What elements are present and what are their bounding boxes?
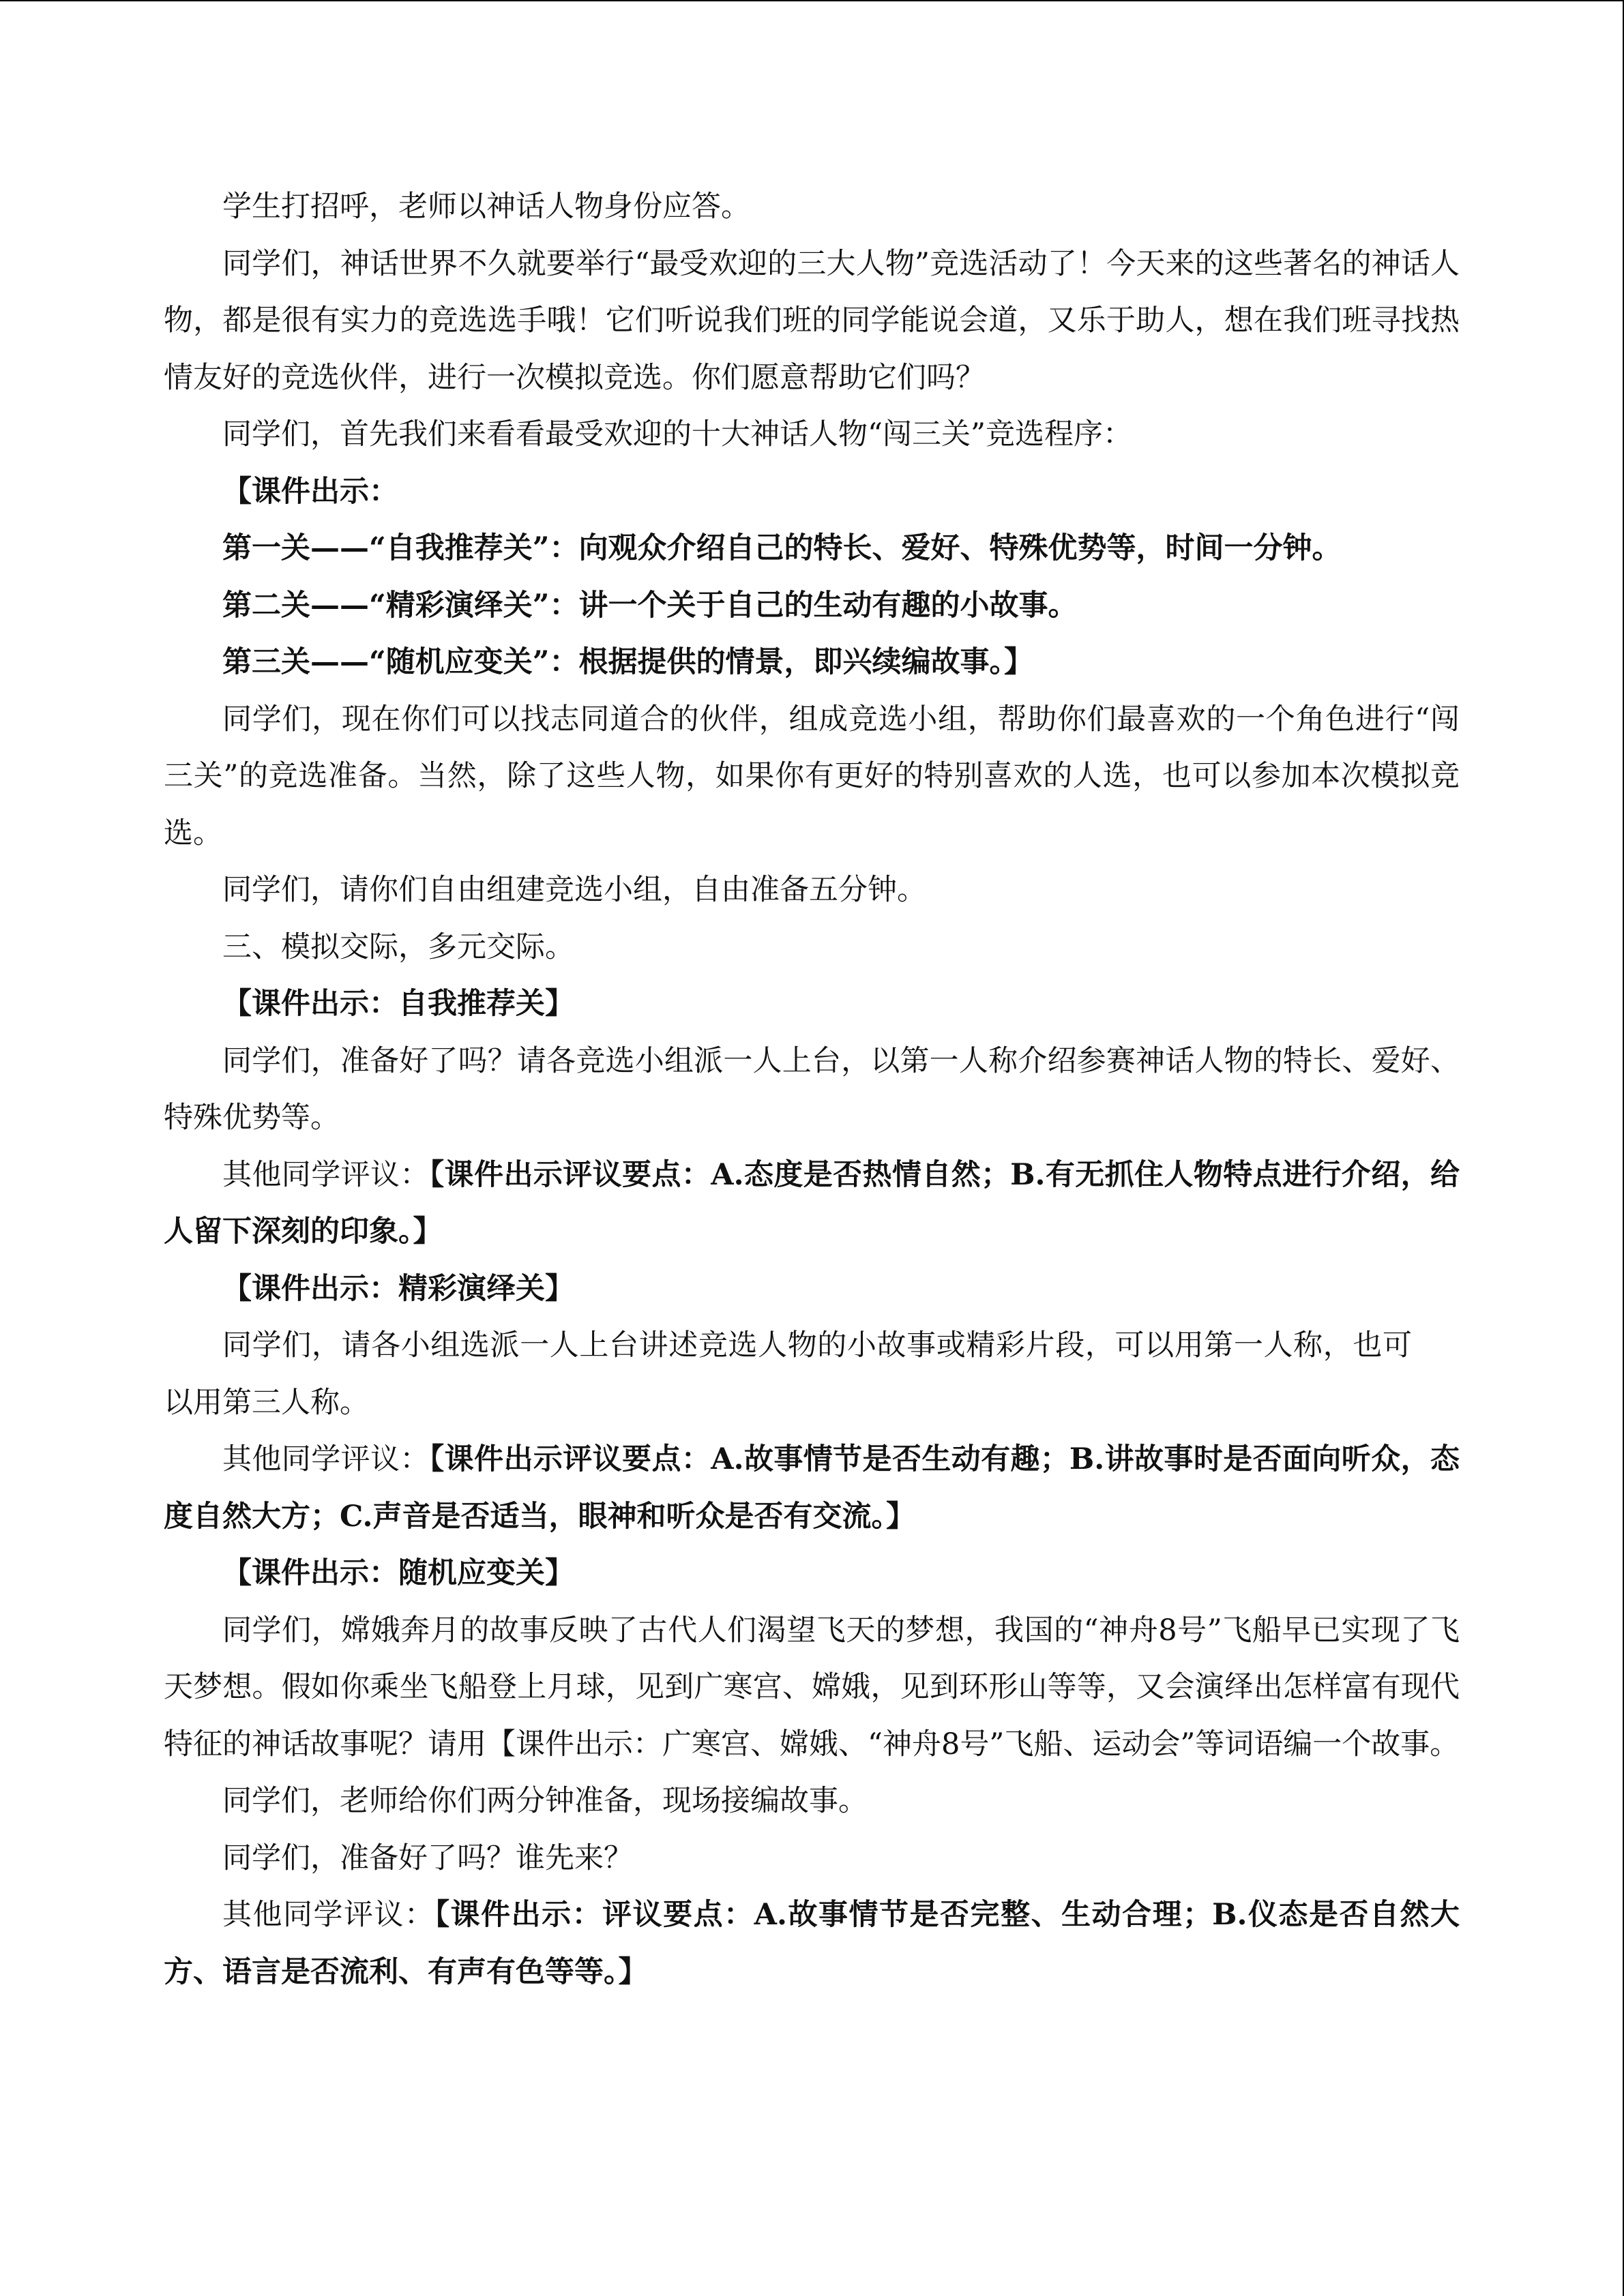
paragraph-text: 第二关——“精彩演绎关”：讲一个关于自己的生动有趣的小故事。 (222, 588, 1078, 623)
paragraph-evaluation (164, 1431, 1460, 1545)
paragraph-bold-text: 【课件出示评议要点：A.故事情节是否生动有趣；B.讲故事时是否面向听众，态度自然大方；C.声音是否适当，眼神和听众是否有交流。】 (164, 1442, 1460, 1534)
paragraph (164, 1602, 1460, 1774)
paragraph-text: 【课件出示：随机应变关】 (222, 1556, 574, 1590)
paragraph-text: 其他同学评议： (222, 1157, 430, 1192)
section-heading (164, 919, 1460, 976)
paragraph (164, 1773, 1460, 1830)
paragraph-text: 同学们，准备好了吗？请各竞选小组派一人上台，以第一人称介绍参赛神话人物的特长、爱好、特殊优势等。 (164, 1043, 1460, 1135)
paragraph-courseware-self-recommend (164, 976, 1460, 1033)
paragraph-text: 学生打招呼，老师以神话人物身份应答。 (222, 190, 750, 224)
paragraph-text: 同学们，请各小组选派一人上台讲述竞选人物的小故事或精彩片段，可以用第一人称，也可以用第三人称。 (164, 1328, 1412, 1420)
document-body (164, 179, 1460, 2001)
paragraph-text: 同学们，首先我们来看看最受欢迎的十大神话人物“闯三关”竞选程序： (222, 417, 1132, 451)
paragraph (164, 179, 1460, 236)
paragraph (164, 236, 1460, 407)
paragraph-level-two (164, 578, 1460, 635)
paragraph-text: 【课件出示：自我推荐关】 (222, 987, 574, 1021)
paragraph-evaluation (164, 1887, 1460, 2001)
paragraph-level-three (164, 634, 1460, 691)
paragraph (164, 862, 1460, 919)
paragraph-bold-text: 【课件出示：评议要点：A.故事情节是否完整、生动合理；B.仪态是否自然大方、语言是否流利、有声有色等等。】 (164, 1898, 1460, 1989)
paragraph-text: 同学们，老师给你们两分钟准备，现场接编故事。 (222, 1784, 868, 1818)
paragraph-text: 第一关——“自我推荐关”：向观众介绍自己的特长、爱好、特殊优势等，时间一分钟。 (222, 531, 1342, 565)
paragraph-text: 第三关——“随机应变关”：根据提供的情景，即兴续编故事。】 (222, 645, 1033, 679)
paragraph-text: 同学们，准备好了吗？谁先来？ (222, 1840, 633, 1875)
paragraph-text: 其他同学评议： (222, 1898, 435, 1932)
paragraph-bold-text: 【课件出示评议要点：A.态度是否热情自然；B.有无抓住人物特点进行介绍，给人留下深刻的印象。】 (164, 1157, 1460, 1249)
paragraph (164, 691, 1460, 863)
paragraph-text: 【课件出示： (222, 474, 398, 509)
paragraph-text: 【课件出示：精彩演绎关】 (222, 1271, 574, 1306)
paragraph-level-one (164, 520, 1460, 578)
paragraph-text: 其他同学评议： (222, 1442, 430, 1476)
paragraph (164, 406, 1460, 464)
paragraph-text: 同学们，现在你们可以找志同道合的伙伴，组成竞选小组，帮助你们最喜欢的一个角色进行“闯三关”的竞选准备。当然，除了这些人物，如果你有更好的特别喜欢的人选，也可以参加本次模拟竞选。 (164, 702, 1460, 850)
paragraph-text: 三、模拟交际，多元交际。 (222, 929, 574, 964)
paragraph (164, 1033, 1460, 1147)
paragraph (164, 1830, 1460, 1888)
paragraph-text: 同学们，嫦娥奔月的故事反映了古代人们渴望飞天的梦想，我国的“神舟8号”飞船早已实现了飞天梦想。假如你乘坐飞船登上月球，见到广寒宫、嫦娥，见到环形山等等，又会演绎出怎样富有现代特征的神话故事呢？请用【课件出示：广寒宫、嫦娥、“神舟8号”飞船、运动会”等词语编一个故事。 (164, 1613, 1460, 1761)
paragraph-courseware-adapt (164, 1545, 1460, 1602)
paragraph-courseware-performance (164, 1261, 1460, 1318)
paragraph-text: 同学们，请你们自由组建竞选小组，自由准备五分钟。 (222, 873, 926, 907)
paragraph-evaluation (164, 1147, 1460, 1261)
paragraph-courseware-heading (164, 464, 1460, 521)
paragraph (164, 1317, 1412, 1431)
paragraph-text: 同学们，神话世界不久就要举行“最受欢迎的三大人物”竞选活动了！今天来的这些著名的神话人物，都是很有实力的竞选选手哦！它们听说我们班的同学能说会道，又乐于助人，想在我们班寻找热情友好的竞选伙伴，进行一次模拟竞选。你们愿意帮助它们吗？ (164, 246, 1460, 395)
